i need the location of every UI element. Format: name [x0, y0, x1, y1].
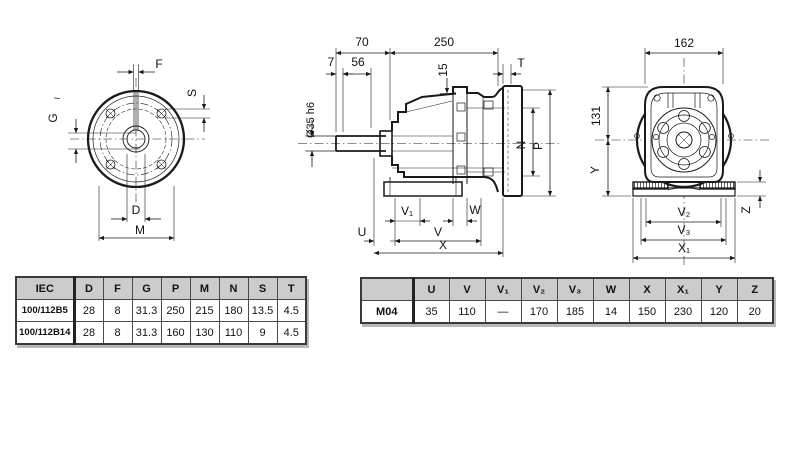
cell: 31.3	[132, 300, 161, 322]
col-header: X	[629, 278, 665, 301]
cell: 8	[103, 322, 132, 345]
dim-label-s: S	[185, 88, 199, 98]
keyway-slot	[134, 92, 139, 130]
table-row	[16, 322, 306, 345]
col-header: G	[132, 277, 161, 300]
dim-label-p: P	[531, 141, 545, 151]
cell: 28	[74, 300, 103, 322]
col-header: F	[103, 277, 132, 300]
col-header: W	[593, 278, 629, 301]
cell: 9	[248, 322, 277, 345]
table-row	[361, 301, 773, 324]
table-header-row	[361, 278, 773, 301]
dim-label-v3: V₃	[677, 223, 691, 237]
dim-label-u: U	[357, 225, 367, 239]
cell: 250	[161, 300, 190, 322]
dim-label-f: F	[155, 57, 163, 71]
cell: 185	[557, 301, 593, 324]
col-header: X₁	[665, 278, 701, 301]
dim-label-56: 56	[351, 55, 365, 69]
col-header: IEC	[16, 277, 74, 300]
dim-label-z: Z	[739, 206, 753, 214]
col-header: V₁	[485, 278, 521, 301]
m04-dimension-table	[360, 277, 774, 324]
col-header: D	[74, 277, 103, 300]
side-view	[298, 48, 562, 257]
row-label: 100/112B5	[16, 300, 74, 322]
dim-label-70: 70	[355, 35, 369, 49]
cell: —	[485, 301, 521, 324]
cell: 120	[701, 301, 737, 324]
cell: 8	[103, 300, 132, 322]
dim-label-t: T	[517, 56, 525, 70]
dim-label-x: X	[438, 238, 448, 252]
dim-label-7: 7	[327, 55, 335, 69]
col-header: M	[190, 277, 219, 300]
cell: 14	[593, 301, 629, 324]
cell: 28	[74, 322, 103, 345]
dim-label-n: N	[514, 140, 528, 150]
dim-label-v1: V₁	[400, 204, 414, 218]
dim-label-162: 162	[673, 36, 695, 50]
iec-dimension-table	[15, 276, 307, 345]
dim-label-15: 15	[436, 63, 450, 77]
cell: 215	[190, 300, 219, 322]
col-header: V₃	[557, 278, 593, 301]
gearbox-foot	[384, 177, 462, 196]
cell: 4.5	[277, 322, 306, 345]
row-label: M04	[361, 301, 413, 324]
table-row	[16, 300, 306, 322]
col-header: P	[161, 277, 190, 300]
dim-label-d: D	[131, 203, 141, 217]
dim-label-m: M	[135, 223, 145, 237]
dim-label-w: W	[469, 203, 481, 217]
col-header: U	[413, 278, 449, 301]
cell: 4.5	[277, 300, 306, 322]
dim-label-shaft-dia: Ø35 h6	[305, 101, 317, 139]
housing-bottom-profile	[392, 156, 498, 192]
cell: 160	[161, 322, 190, 345]
feet-rear	[633, 182, 735, 196]
cell: 13.5	[248, 300, 277, 322]
dim-label-131: 131	[589, 105, 603, 127]
cell: 230	[665, 301, 701, 324]
dim-label-y: Y	[588, 165, 602, 175]
cell: 35	[413, 301, 449, 324]
col-header: V₂	[521, 278, 557, 301]
dim-label-v2: V₂	[677, 205, 691, 219]
dim-label-g-tilde: ~	[53, 93, 61, 105]
dim-label-g: G	[46, 113, 60, 123]
cell: 180	[219, 300, 248, 322]
cell: 31.3	[132, 322, 161, 345]
col-header: S	[248, 277, 277, 300]
row-label: 100/112B14	[16, 322, 74, 345]
cell: 170	[521, 301, 557, 324]
dim-label-x1: X₁	[677, 241, 691, 255]
cell: 130	[190, 322, 219, 345]
dim-label-v: V	[433, 225, 443, 239]
col-header	[361, 278, 413, 301]
cell: 150	[629, 301, 665, 324]
col-header: N	[219, 277, 248, 300]
col-header: T	[277, 277, 306, 300]
col-header: Y	[701, 278, 737, 301]
cell: 110	[219, 322, 248, 345]
table-header-row	[16, 277, 306, 300]
cell: 110	[449, 301, 485, 324]
front-view-labels	[46, 57, 199, 237]
dim-label-250: 250	[433, 35, 455, 49]
col-header: Z	[737, 278, 773, 301]
cell: 20	[737, 301, 773, 324]
col-header: V	[449, 278, 485, 301]
